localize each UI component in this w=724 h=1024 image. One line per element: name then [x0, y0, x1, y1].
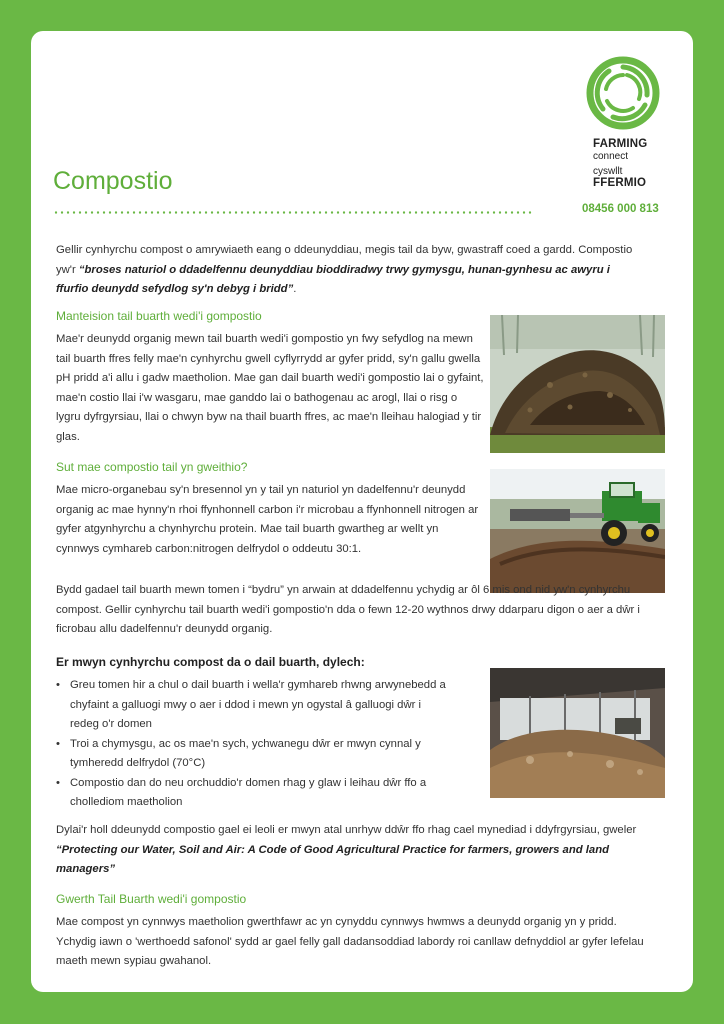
tractor-turning-compost-photo — [490, 469, 665, 593]
intro-definition: “broses naturiol o ddadelfennu deunyddiau bioddiradwy trwy gymysgu, hunan-gynhesu ac awyru i ffurfio deunydd sefydlog sy'n debyg i bridd” — [56, 263, 610, 295]
compost-heap-photo — [490, 315, 665, 453]
logo-text-farming: FARMING — [593, 138, 648, 150]
list-item: • Greu tomen hir a chul o dail buarth i wella'r gymhareb rhwng arwynebedd a chyfaint a galluogi mwy o aer i ddod i mewn yn ogystal â galluogi dŵr i redeg o'r domen — [56, 676, 451, 735]
phone-number: 08456 000 813 — [582, 203, 659, 215]
section-how-body-1: Mae micro-organebau sy'n bresennol yn y tail yn naturiol yn dadelfennu'r deunydd organig ac mae hynny'n rhoi ffynhonnell carbon i'r microbau a ffynhonnell nitrogen ar gyfer atgynhyrchu a chynhyrchu protein. Mae tail buarth gwartheg ar wellt yn cynnwys cymhareb carbon:nitrogen delfrydol o oddeutu 30:1. — [56, 484, 479, 555]
list-item: • Compostio dan do neu orchuddio'r domen rhag y glaw i leihau dŵr ffo a chollediom maetholion — [56, 774, 451, 813]
farming-connect-logo — [582, 53, 662, 133]
recommendations-list — [56, 676, 451, 813]
intro-text: Gellir cynhyrchu compost o amrywiaeth eang o ddeunyddiau, megis tail da byw, gwastraff coed a gardd. Compostio yw'r — [56, 244, 633, 276]
section-runoff-paragraph — [56, 821, 661, 880]
indoor-compost-shed-photo — [490, 668, 665, 798]
intro-paragraph — [56, 241, 641, 300]
code-of-practice-reference: “Protecting our Water, Soil and Air: A Code of Good Agricultural Practice for farmers, growers and land managers” — [56, 843, 610, 875]
logo-text-ffermio: FFERMIO — [593, 177, 647, 189]
section-heading-recommendations: Er mwyn cynhyrchu compost da o dail buarth, dylech: — [56, 655, 365, 669]
section-how-body-2: Bydd gadael tail buarth mewn tomen i “bydru” yn arwain at ddadelfennu ychydig ar ôl 6 mis ond nid yw'n cynhyrchu compost. Gellir cynhyrchu tail buarth wedi'i gompostio'n dda o fewn 12-20 wythnos drwy ddarparu digon o aer a dŵr i ficrobau allu dadelfennu'r deunydd organig. — [56, 584, 640, 635]
logo-text-connect: connect — [593, 151, 629, 162]
section-heading-how-it-works: Sut mae compostio tail yn gweithio? — [56, 460, 248, 474]
section-value-body: Mae compost yn cynnwys maetholion gwerthfawr ac yn cynyddu cynnwys hwmws a deunydd organig yn y pridd. Ychydig iawn o 'werthoedd safonol' sydd ar gael felly gall dadansoddiad labordy roi canllaw defnyddiol ar gyfer lefelau maeth mewn sypiau gwahanol. — [56, 916, 644, 967]
logo-text-cyswllt: cyswllt — [593, 166, 623, 177]
runoff-text: Dylai'r holl ddeunydd compostio gael ei leoli er mwyn atal unrhyw ddŵr ffo rhag cael mynediad i ddyfrgyrsiau, gweler — [56, 824, 637, 836]
swirl-logo-icon — [583, 53, 663, 133]
section-benefits-body: Mae'r deunydd organig mewn tail buarth wedi'i gompostio yn fwy sefydlog na mewn tail buarth ffres felly mae'n cynhyrchu gwell cyflyrrydd ar gyfer pridd, sy'n gallu gwella pH pridd a'i allu i gadw maetholion. Mae gan dail buarth wedi'i gompostio lai o gyfaint, mae'n costio llai i'w wasgaru, mae ganddo lai o bathogenau ac arogl, llai o risg o lygru dyfrgyrsiau, llai o chwyn byw na thail buarth ffres, ac mae'n lleihau halogiad y tir glas. — [56, 333, 484, 443]
dotted-divider — [53, 211, 533, 214]
section-heading-value: Gwerth Tail Buarth wedi'i gompostio — [56, 892, 247, 906]
document-card — [31, 31, 693, 992]
list-item: • Troi a chymysgu, ac os mae'n sych, ychwanegu dŵr er mwyn cynnal y tymheredd delfrydol (70°C) — [56, 735, 451, 774]
page-title: Compostio — [53, 167, 173, 195]
intro-end: . — [293, 283, 297, 295]
section-heading-benefits: Manteision tail buarth wedi'i gompostio — [56, 309, 262, 323]
